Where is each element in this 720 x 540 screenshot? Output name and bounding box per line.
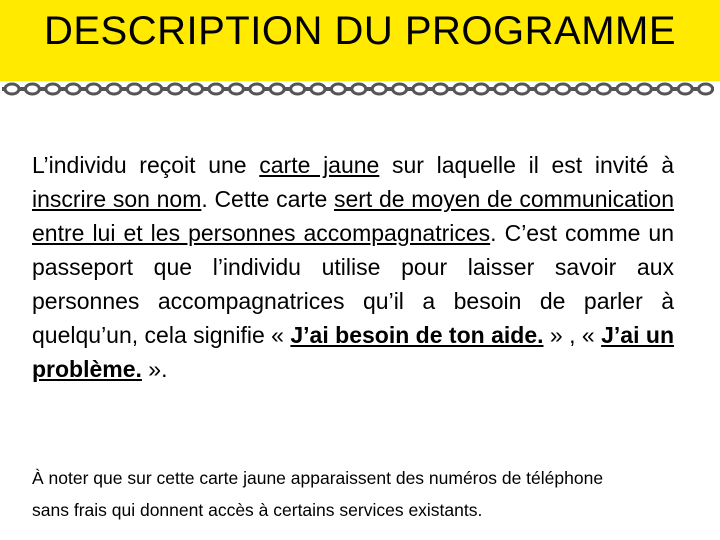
chain-link xyxy=(393,84,407,94)
quote-probleme: J’ai un problème. xyxy=(32,322,674,382)
text-segment: ». xyxy=(141,356,168,382)
text-segment: L’individu reçoit une xyxy=(32,152,260,178)
chain-link xyxy=(311,84,325,94)
chain-link xyxy=(209,84,223,94)
chain-link xyxy=(413,84,427,94)
chain-link xyxy=(331,84,345,94)
chain-link xyxy=(678,84,692,94)
chain-link xyxy=(66,84,80,94)
chain-link xyxy=(5,84,19,94)
underlined-term-inscrire-nom: inscrire son nom xyxy=(32,186,202,212)
chain-link xyxy=(474,84,488,94)
chain-link xyxy=(658,84,672,94)
chain-link xyxy=(454,84,468,94)
page-title: DESCRIPTION DU PROGRAMME xyxy=(43,9,677,53)
note-line: sans frais qui donnent accès à certains services existants. xyxy=(32,500,483,520)
chain-link xyxy=(515,84,529,94)
text-segment: . Cette carte xyxy=(201,186,334,212)
chain-link xyxy=(372,84,386,94)
chain-link xyxy=(699,84,713,94)
description-paragraph xyxy=(32,148,674,386)
text-segment: » , « xyxy=(543,322,602,348)
chain-link xyxy=(107,84,121,94)
chain-link xyxy=(148,84,162,94)
note-line: À noter que sur cette carte jaune apparaissent des numéros de téléphone xyxy=(32,468,604,488)
chain-link xyxy=(270,84,284,94)
chain-link xyxy=(46,84,60,94)
chain-link xyxy=(229,84,243,94)
chain-link xyxy=(637,84,651,94)
chain-link xyxy=(576,84,590,94)
chain-link xyxy=(597,84,611,94)
text-segment: sur laquelle il est invité à xyxy=(379,152,674,178)
chain-link xyxy=(291,84,305,94)
chain-link xyxy=(168,84,182,94)
chain-link xyxy=(556,84,570,94)
chain-divider xyxy=(0,76,720,102)
chain-link xyxy=(433,84,447,94)
chain-link xyxy=(617,84,631,94)
chain-link xyxy=(535,84,549,94)
chain-link xyxy=(352,84,366,94)
chain-link xyxy=(495,84,509,94)
text-segment: . C’est comme un passeport que l’individu utilise pour laisser savoir aux personnes accompagnatrices qu’il a besoin de parler à quelqu’un, cela signifie « xyxy=(32,220,674,348)
chain-link xyxy=(87,84,101,94)
chain-link xyxy=(189,84,203,94)
underlined-term-moyen-communication: sert de moyen de communication entre lui et les personnes accompagnatrices xyxy=(32,186,674,246)
note-paragraph xyxy=(32,462,692,526)
quote-besoin-aide: J’ai besoin de ton aide. xyxy=(290,322,544,348)
underlined-term-carte-jaune: carte jaune xyxy=(259,152,380,178)
chain-link xyxy=(127,84,141,94)
chain-link xyxy=(25,84,39,94)
chain-link xyxy=(250,84,264,94)
